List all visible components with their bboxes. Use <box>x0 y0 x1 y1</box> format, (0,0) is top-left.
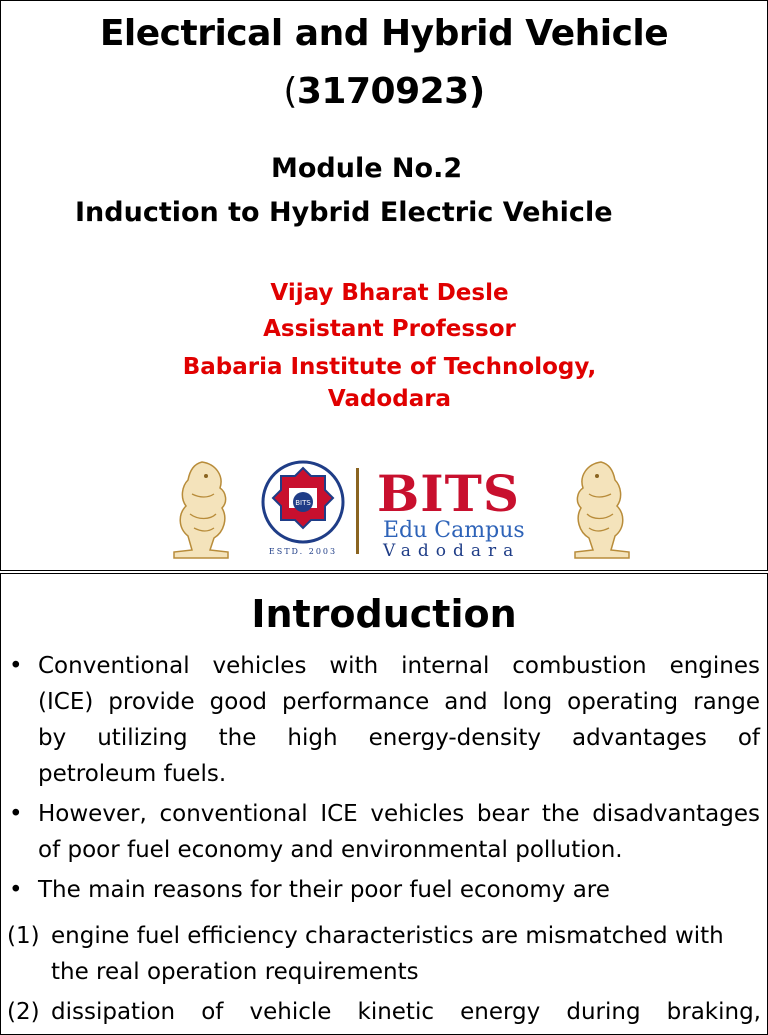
logo-divider <box>356 468 359 554</box>
bullet-1-line-1: Conventional vehicles with internal combustion engines <box>38 653 760 679</box>
institute-name: Babaria Institute of Technology, <box>182 354 597 380</box>
introduction-slide <box>0 573 768 1035</box>
numbered-label-2: (2) <box>7 999 40 1025</box>
logo-tagline: Edu Campus <box>383 518 525 543</box>
author-role: Assistant Professor <box>263 316 516 342</box>
numbered-1-line-2: the real operation requirements <box>51 959 419 985</box>
bullet-marker: • <box>9 877 23 903</box>
author-name: Vijay Bharat Desle <box>270 280 509 306</box>
slide-heading: Introduction <box>251 592 517 636</box>
bullet-1-line-4: petroleum fuels. <box>38 761 227 787</box>
numbered-1-line-1: engine fuel efficiency characteristics are mismatched with <box>51 923 724 949</box>
lion-statue-left-icon <box>166 458 238 560</box>
module-number: Module No.2 <box>271 153 463 184</box>
institute-seal-icon <box>259 458 347 558</box>
course-code-paren: ( <box>283 71 297 112</box>
numbered-label-1: (1) <box>7 923 40 949</box>
bullet-marker: • <box>9 653 23 679</box>
institute-logo <box>161 456 641 564</box>
bullet-3-line-1: The main reasons for their poor fuel economy are <box>38 877 610 903</box>
bullet-1-line-2: (ICE) provide good performance and long operating range <box>38 689 760 715</box>
lion-statue-right-icon <box>565 458 637 560</box>
numbered-2-line-1: dissipation of vehicle kinetic energy during braking, <box>51 999 761 1025</box>
course-code <box>1 71 767 112</box>
module-title: Induction to Hybrid Electric Vehicle <box>75 197 613 228</box>
seal-text: BITS <box>295 499 311 507</box>
logo-brand: BITS <box>377 464 520 523</box>
course-code-number: 3170923) <box>296 71 485 112</box>
course-title: Electrical and Hybrid Vehicle <box>99 13 669 54</box>
institute-city: Vadodara <box>327 386 452 412</box>
bullet-2-line-1: However, conventional ICE vehicles bear the disadvantages <box>38 801 760 827</box>
bullet-1-line-3: by utilizing the high energy-density advantages of <box>38 725 760 751</box>
bullet-2-line-2: of poor fuel economy and environmental pollution. <box>38 837 623 863</box>
logo-city: Vadodara <box>383 541 521 561</box>
seal-estd: ESTD. 2003 <box>268 547 338 556</box>
bullet-marker: • <box>9 801 23 827</box>
